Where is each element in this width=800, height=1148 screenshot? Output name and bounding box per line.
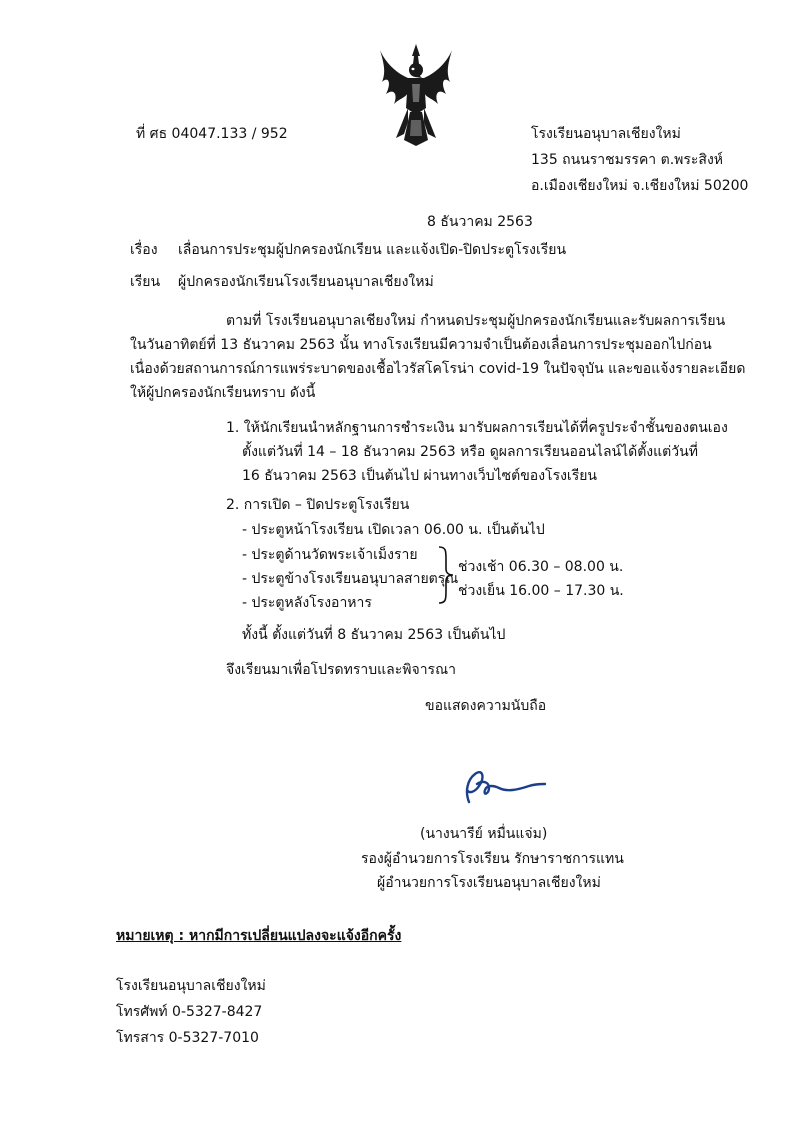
front-gate-line: - ประตูหน้าโรงเรียน เปิดเวลา 06.00 น. เป็นต้นไป <box>242 522 545 538</box>
item-1-line: ตั้งแต่วันที่ 14 – 18 ธันวาคม 2563 หรือ ดูผลการเรียนออนไลน์ได้ตั้งแต่วันที่ <box>242 444 698 460</box>
closing-phrase: ขอแสดงความนับถือ <box>425 698 547 714</box>
footer-fax: โทรสาร 0-5327-7010 <box>116 1030 259 1046</box>
subject-text: เลื่อนการประชุมผู้ปกครองนักเรียน และแจ้งเปิด-ปิดประตูโรงเรียน <box>178 242 567 258</box>
item-1-line: 16 ธันวาคม 2563 เป็นต้นไป ผ่านทางเว็บไซต์ของโรงเรียน <box>242 468 598 484</box>
subject-label: เรื่อง <box>130 242 158 258</box>
school-street: 135 ถนนราชมรรคา ต.พระสิงห์ <box>531 152 724 168</box>
signer-title-2: ผู้อำนวยการโรงเรียนอนุบาลเชียงใหม่ <box>377 875 601 891</box>
item-1-line: 1. ให้นักเรียนนำหลักฐานการชำระเงิน มารับผลการเรียนได้ที่ครูประจำชั้นของตนเอง <box>226 420 728 436</box>
signer-name: (นางนารีย์ หมื่นแจ่ม) <box>420 826 548 842</box>
closing-request: จึงเรียนมาเพื่อโปรดทราบและพิจารณา <box>226 662 456 678</box>
body-line: ให้ผู้ปกครองนักเรียนทราบ ดังนี้ <box>130 385 316 401</box>
effective-date-line: ทั้งนี้ ตั้งแต่วันที่ 8 ธันวาคม 2563 เป็นต้นไป <box>242 627 506 643</box>
item-2-title: 2. การเปิด – ปิดประตูโรงเรียน <box>226 497 410 513</box>
gate-line: - ประตูหลังโรงอาหาร <box>242 595 372 611</box>
salutation-label: เรียน <box>130 274 161 290</box>
body-line: ในวันอาทิตย์ที่ 13 ธันวาคม 2563 นั้น ทางโรงเรียนมีความจำเป็นต้องเลื่อนการประชุมออกไปก่อน <box>130 337 712 353</box>
note: หมายเหตุ : หากมีการเปลี่ยนแปลงจะแจ้งอีกครั้ง <box>116 928 402 944</box>
body-line: เนื่องด้วยสถานการณ์การแพร่ระบาดของเชื้อไวรัสโคโรน่า covid-19 ในปัจจุบัน และขอแจ้งรายละเอียด <box>130 361 746 377</box>
morning-time: ช่วงเช้า 06.30 – 08.00 น. <box>458 559 624 575</box>
school-district: อ.เมืองเชียงใหม่ จ.เชียงใหม่ 50200 <box>531 178 749 194</box>
garuda-emblem-icon <box>378 42 454 148</box>
letter-date: 8 ธันวาคม 2563 <box>427 214 533 230</box>
right-curly-brace-icon <box>437 545 455 605</box>
salutation-text: ผู้ปกครองนักเรียนโรงเรียนอนุบาลเชียงใหม่ <box>178 274 434 290</box>
body-line: ตามที่ โรงเรียนอนุบาลเชียงใหม่ กำหนดประชุมผู้ปกครองนักเรียนและรับผลการเรียน <box>226 313 726 329</box>
gate-line: - ประตูด้านวัดพระเจ้าเม็งราย <box>242 547 418 563</box>
handwritten-signature <box>455 762 547 806</box>
evening-time: ช่วงเย็น 16.00 – 17.30 น. <box>458 583 624 599</box>
signer-title-1: รองผู้อำนวยการโรงเรียน รักษาราชการแทน <box>361 851 624 867</box>
gate-line: - ประตูข้างโรงเรียนอนุบาลสายตรุณ <box>242 571 459 587</box>
reference-number: ที่ ศธ 04047.133 / 952 <box>136 126 288 142</box>
school-name: โรงเรียนอนุบาลเชียงใหม่ <box>531 126 681 142</box>
footer-phone: โทรศัพท์ 0-5327-8427 <box>116 1004 263 1020</box>
footer-school-name: โรงเรียนอนุบาลเชียงใหม่ <box>116 978 266 994</box>
